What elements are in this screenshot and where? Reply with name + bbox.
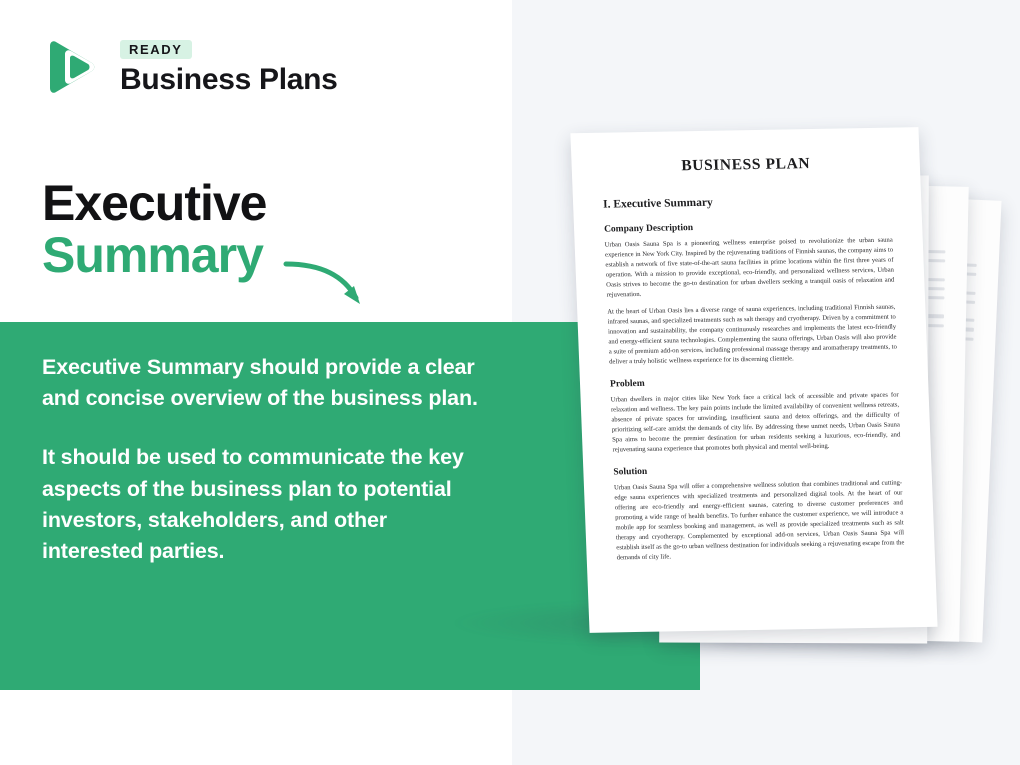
body-paragraph-1: Executive Summary should provide a clear and concise overview of the business plan. xyxy=(42,355,478,411)
brand-logo xyxy=(42,36,338,98)
curved-arrow-icon xyxy=(282,258,382,323)
document-paragraph: At the heart of Urban Oasis lies a diverse range of sauna experiences, including traditional Finnish saunas, infrared saunas, and specialized treatments such as salt therapy and cryotherapy. Driven by a commitment to innovation and sustainability, the company continuously researches and implements the latest eco-friendly and energy-efficient sauna technologies. Complementing the sauna offerings, Urban Oasis will also provide a suite of premium add-on services, including professional massage therapy and aromatherapy treatments, to deliver a truly holistic wellness experience for its discerning clientele. xyxy=(607,303,897,366)
document-title: BUSINESS PLAN xyxy=(680,155,811,175)
document-paragraph: Urban dwellers in major cities like New York face a critical lack of accessible and private spaces for relaxation and wellness. The key pain points include the limited availability of convenient wellness retreats, absence of private spaces for unwinding, insufficient sauna and detox offerings, and the difficulty of prioritizing self-care amidst the demands of city life. By addressing these unmet needs, Urban Oasis Sauna Spa aims to become the premier destination for urban residents seeking a luxurious, eco-friendly, and rejuvenating sauna experience that promotes both physical and mental well-being. xyxy=(610,391,901,454)
document-subheading-problem: Problem xyxy=(609,379,645,390)
body-copy xyxy=(42,352,492,567)
document-subheading-company: Company Description xyxy=(603,223,694,235)
document-section-heading: I. Executive Summary xyxy=(602,196,713,211)
document-stack xyxy=(430,80,1020,700)
body-paragraph-2: It should be used to communicate the key aspects of the business plan to potential investors, stakeholders, and other interested parties. xyxy=(42,445,464,563)
document-paragraph: Urban Oasis Sauna Spa will offer a comprehensive wellness solution that combines traditional and cutting-edge sauna experiences with specialized treatments and personalized digital tools. At the heart of our offering are eco-friendly and energy-efficient saunas, catering to diverse customer preferences and promoting a wide range of health benefits. To further enhance the customer experience, we will introduce a mobile app for seamless booking and management, as well as provide specialized treatments such as salt therapy and cryotherapy. Complemented by exceptional add-on services, Urban Oasis Sauna Spa will establish itself as the go-to urban wellness destination for individuals seeking a rejuvenating escape from the demands of city life. xyxy=(613,479,905,562)
page-title xyxy=(42,175,267,283)
title-line-2: Summary xyxy=(42,227,263,283)
document-paragraph: Urban Oasis Sauna Spa is a pioneering wellness enterprise poised to revolutionize the urban sauna experience in New York City. Inspired by the rejuvenating traditions of Finnish saunas, the company aims to establish a network of five state-of-the-art sauna facilities in prime locations within the first three years of operation. With a mission to provide exceptional, eco-friendly, and personalized wellness services, Urban Oasis strives to become the go-to destination for urban dwellers seeking a tranquil oasis of relaxation and rejuvenation. xyxy=(604,236,895,299)
brand-name: Business Plans xyxy=(120,62,338,96)
ready-badge: READY xyxy=(120,40,192,59)
play-triangle-logo-icon xyxy=(42,36,104,98)
document-page-front xyxy=(570,127,937,633)
document-subheading-solution: Solution xyxy=(613,467,648,478)
title-line-1: Executive xyxy=(42,175,267,231)
